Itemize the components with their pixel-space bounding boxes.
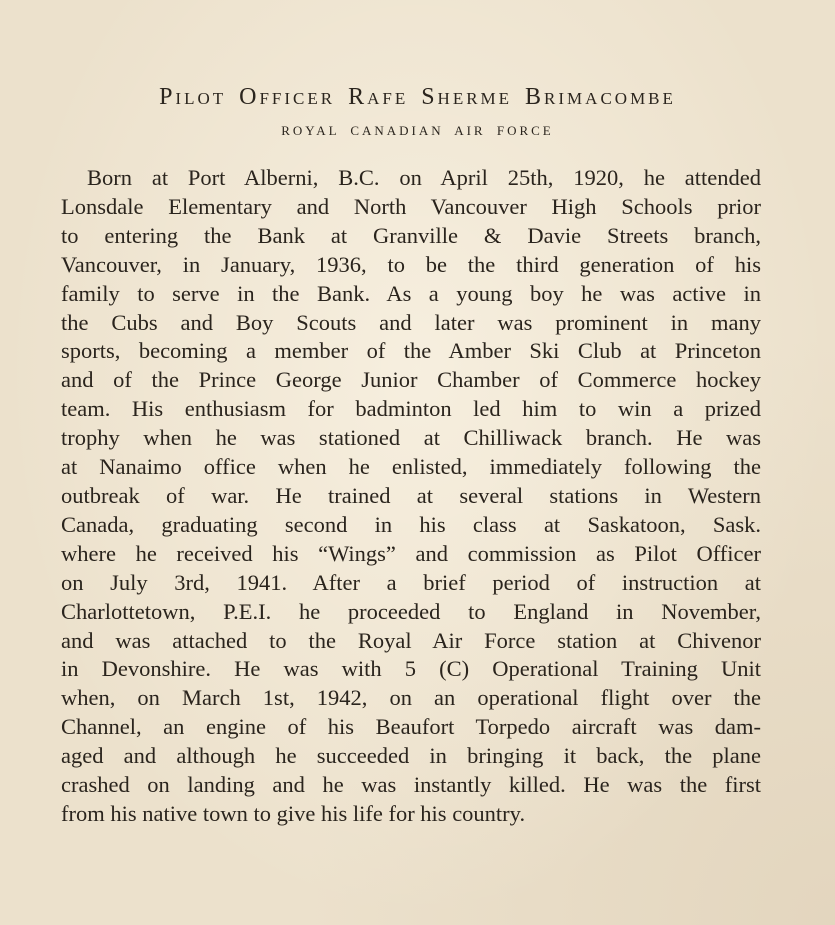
text-line: Lonsdale Elementary and North Vancouver High Schools prior xyxy=(61,193,761,219)
text-line: from his native town to give his life for his country. xyxy=(61,800,526,826)
text-line: Vancouver, in January, 1936, to be the third generation of his xyxy=(61,251,761,277)
page-title: Pilot Officer Rafe Sherme Brimacombe xyxy=(159,84,676,110)
text-line: outbreak of war. He trained at several stations in Western xyxy=(61,482,761,508)
text-line: Canada, graduating second in his class at Saskatoon, Sask. xyxy=(61,511,761,537)
text-line: sports, becoming a member of the Amber Ski Club at Princeton xyxy=(61,338,761,364)
biography-paragraph xyxy=(61,164,761,829)
text-line: at Nanaimo office when he enlisted, immediately following the xyxy=(61,454,761,480)
text-line: aged and although he succeeded in bringing it back, the plane xyxy=(61,743,761,769)
text-line: crashed on landing and he was instantly killed. He was the first xyxy=(61,772,761,798)
text-line: on July 3rd, 1941. After a brief period of instruction at xyxy=(61,569,761,595)
text-line: in Devonshire. He was with 5 (C) Operational Training Unit xyxy=(61,656,761,682)
text-line: trophy when he was stationed at Chilliwack branch. He was xyxy=(61,425,761,451)
text-line: Charlottetown, P.E.I. he proceeded to England in November, xyxy=(61,598,761,624)
text-line: team. His enthusiasm for badminton led him to win a prized xyxy=(61,396,761,422)
text-line: family to serve in the Bank. As a young boy he was active in xyxy=(61,280,761,306)
text-line: and of the Prince George Junior Chamber of Commerce hockey xyxy=(61,367,761,393)
page-subtitle: ROYAL CANADIAN AIR FORCE xyxy=(281,123,554,138)
text-line: Channel, an engine of his Beaufort Torpedo aircraft was dam- xyxy=(61,714,761,740)
text-line: to entering the Bank at Granville & Davie Streets branch, xyxy=(61,222,761,248)
text-line: where he received his “Wings” and commission as Pilot Officer xyxy=(61,540,761,566)
text-line: when, on March 1st, 1942, on an operational flight over the xyxy=(61,685,761,711)
text-line: Born at Port Alberni, B.C. on April 25th, 1920, he attended xyxy=(87,165,761,190)
text-line: the Cubs and Boy Scouts and later was prominent in many xyxy=(61,309,761,335)
text-line: and was attached to the Royal Air Force station at Chivenor xyxy=(61,627,761,653)
